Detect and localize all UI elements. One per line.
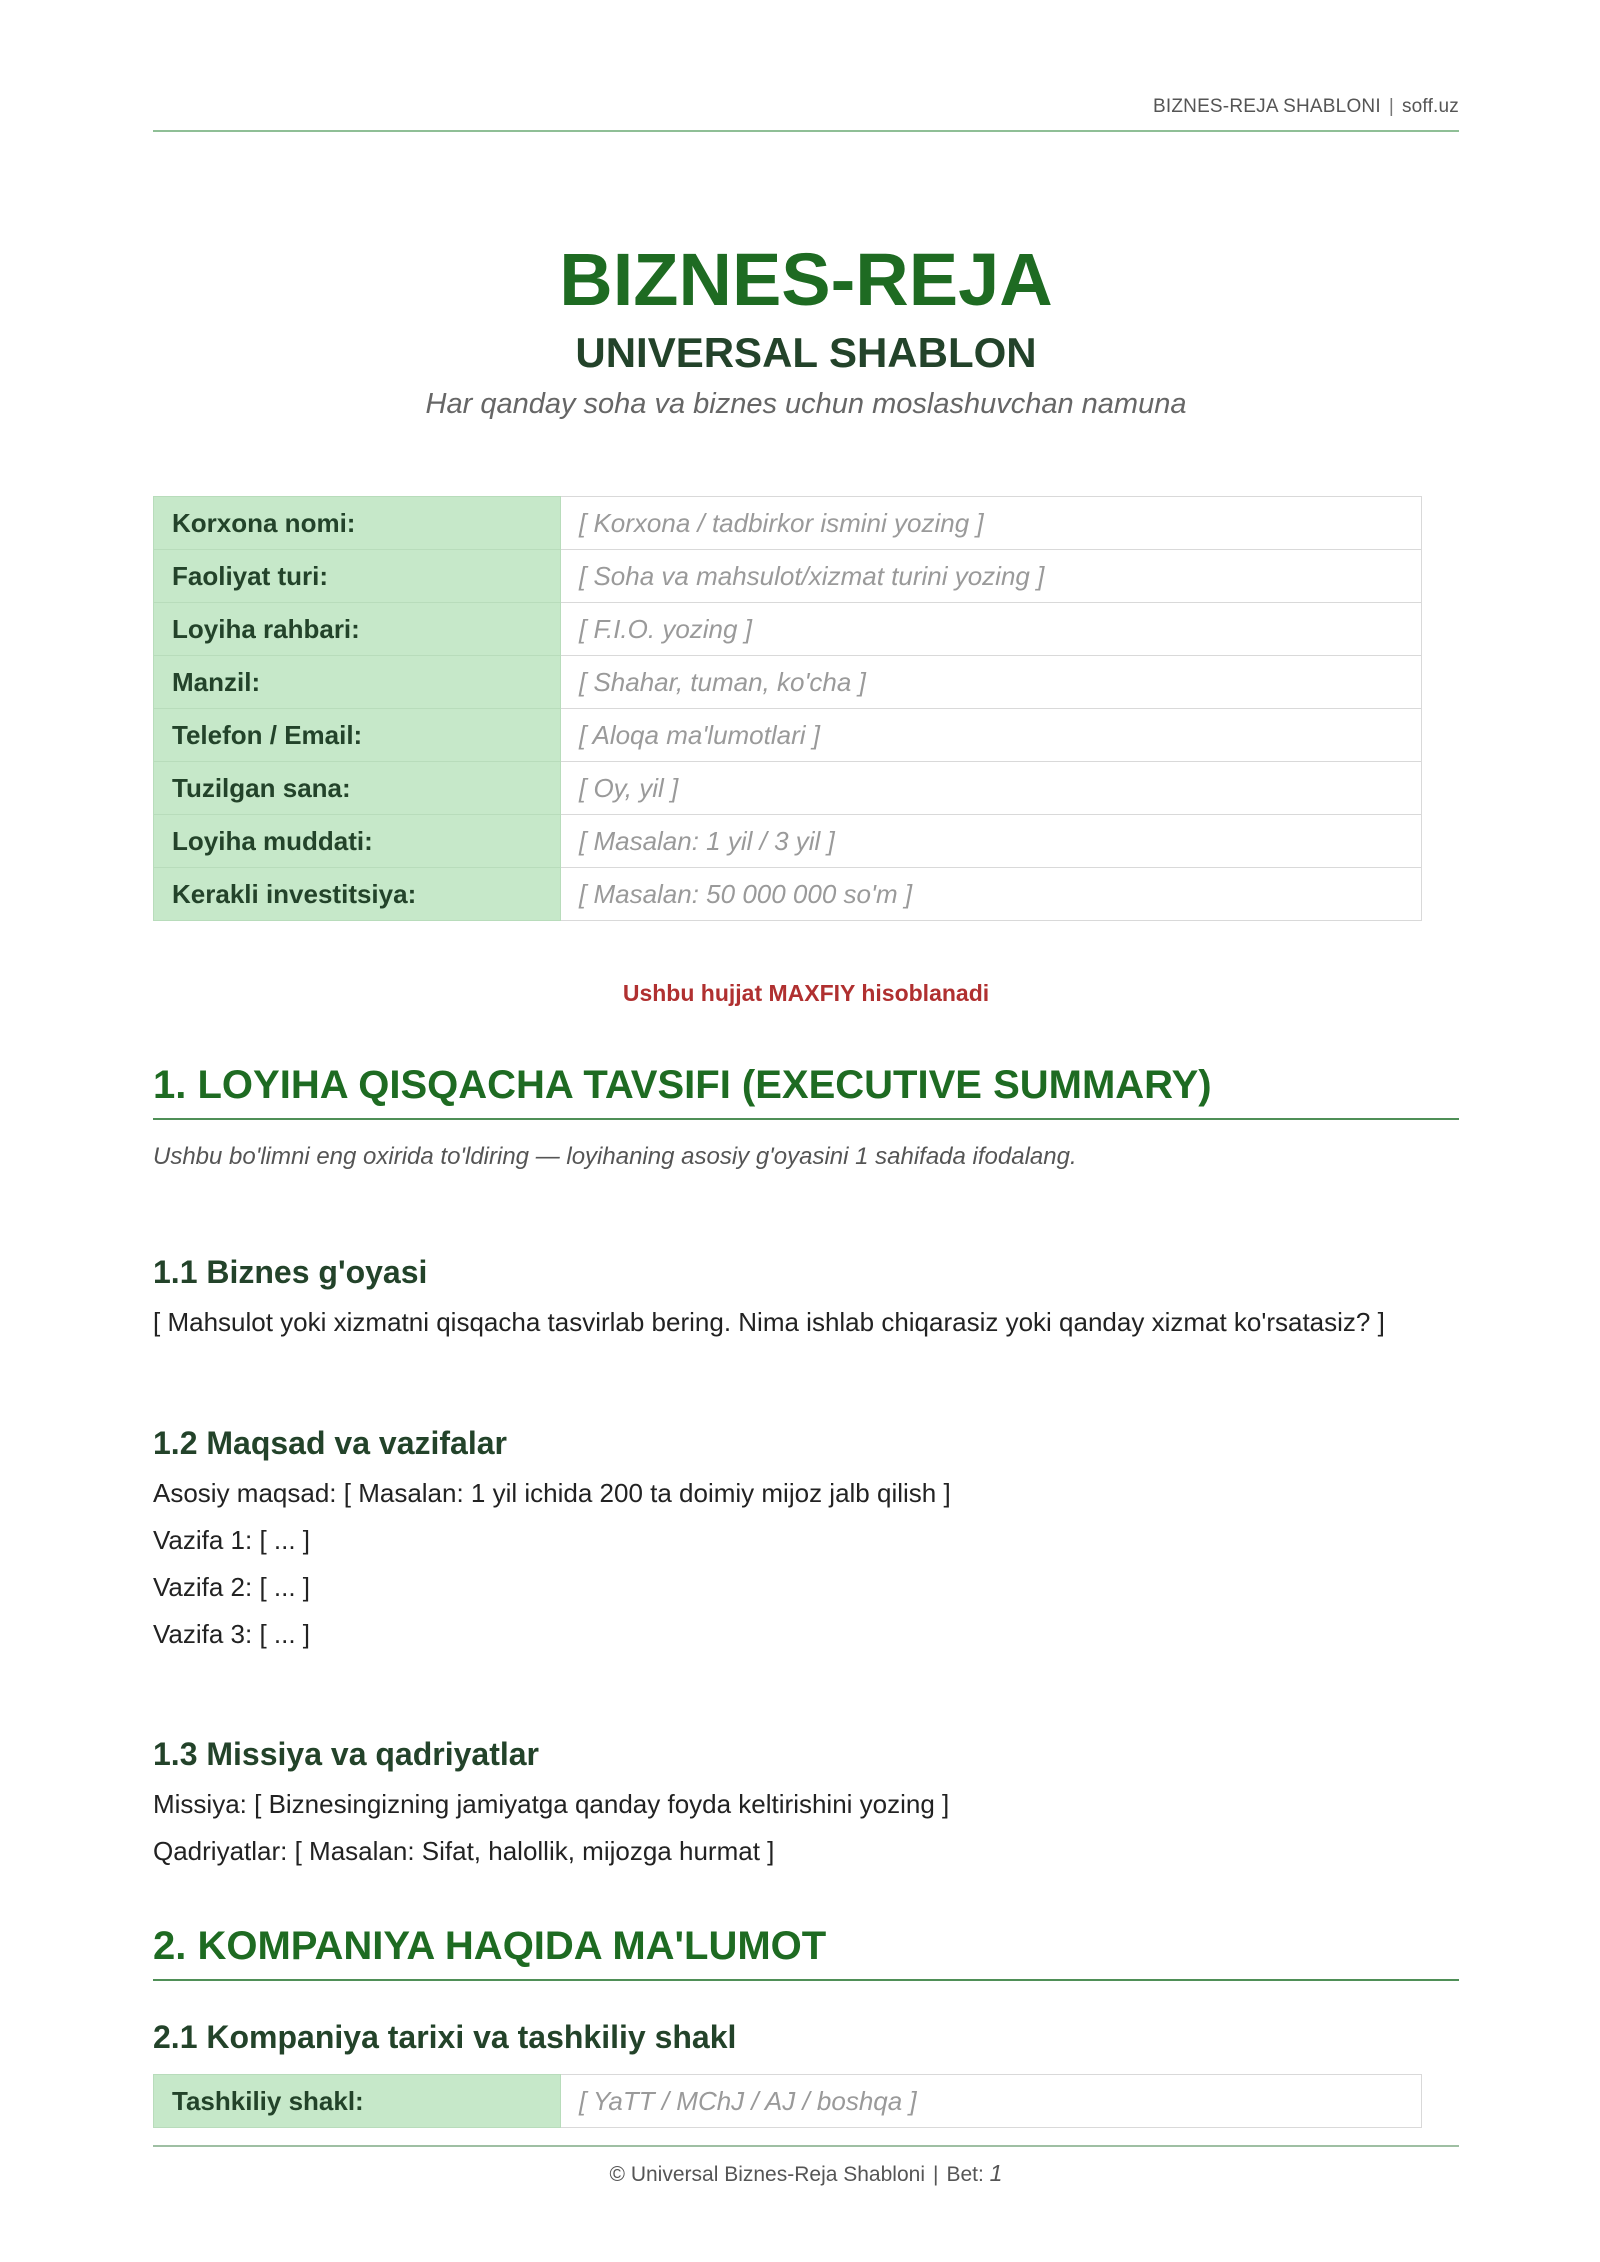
info-label: Manzil: <box>154 656 561 709</box>
footer-text: © Universal Biznes-Reja Shabloni <box>609 2163 925 2186</box>
info-value: [ Masalan: 1 yil / 3 yil ] <box>561 815 1422 868</box>
info-label: Tashkiliy shakl: <box>154 2075 561 2128</box>
subsection-1-3-heading: 1.3 Missiya va qadriyatlar <box>153 1736 539 1772</box>
table-row <box>154 603 1422 656</box>
confidentiality-notice: Ushbu hujjat MAXFIY hisoblanadi <box>622 980 990 1006</box>
subsection-2-1-heading: 2.1 Kompaniya tarixi va tashkiliy shakl <box>153 2019 737 2055</box>
page-footer <box>153 2160 1459 2187</box>
section-2-heading: 2. KOMPANIYA HAQIDA MA'LUMOT <box>153 1924 827 1968</box>
info-label: Telefon / Email: <box>154 709 561 762</box>
info-label: Loyiha rahbari: <box>154 603 561 656</box>
info-label: Loyiha muddati: <box>154 815 561 868</box>
table-row <box>154 2075 1422 2128</box>
header-doc-name: BIZNES-REJA SHABLONI <box>1152 96 1381 117</box>
info-label: Faoliyat turi: <box>154 550 561 603</box>
table-row <box>154 868 1422 921</box>
info-value: [ YaTT / MChJ / AJ / boshqa ] <box>561 2075 1422 2128</box>
section-1-heading: 1. LOYIHA QISQACHA TAVSIFI (EXECUTIVE SUMMARY) <box>153 1063 1212 1107</box>
info-label: Kerakli investitsiya: <box>154 868 561 921</box>
footer-separator: | <box>932 2163 939 2186</box>
info-value: [ Shahar, tuman, ko'cha ] <box>561 656 1422 709</box>
info-value: [ Oy, yil ] <box>561 762 1422 815</box>
info-value: [ Korxona / tadbirkor ismini yozing ] <box>561 497 1422 550</box>
info-value: [ Aloqa ma'lumotlari ] <box>561 709 1422 762</box>
table-row <box>154 709 1422 762</box>
task-line: Vazifa 1: [ ... ] <box>153 1525 311 1555</box>
company-info-table <box>153 496 1422 921</box>
section-1-divider <box>153 1118 1459 1120</box>
section-2-divider <box>153 1979 1459 1981</box>
organization-form-table <box>153 2074 1422 2128</box>
info-value: [ F.I.O. yozing ] <box>561 603 1422 656</box>
footer-page-number: 1 <box>989 2160 1003 2186</box>
info-value: [ Masalan: 50 000 000 so'm ] <box>561 868 1422 921</box>
section-1-note: Ushbu bo'limni eng oxirida to'ldiring — loyihaning asosiy g'oyasini 1 sahifada ifodalang. <box>153 1143 1077 1170</box>
goal-line: Asosiy maqsad: [ Masalan: 1 yil ichida 200 ta doimiy mijoz jalb qilish ] <box>153 1478 951 1508</box>
table-row <box>154 656 1422 709</box>
task-line: Vazifa 2: [ ... ] <box>153 1572 311 1602</box>
document-tagline: Har qanday soha va biznes uchun moslashuvchan namuna <box>425 388 1187 420</box>
table-row <box>154 762 1422 815</box>
mission-line: Missiya: [ Biznesingizning jamiyatga qanday foyda keltirishini yozing ] <box>153 1789 950 1819</box>
values-line: Qadriyatlar: [ Masalan: Sifat, halollik, mijozga hurmat ] <box>153 1836 775 1866</box>
document-subtitle: UNIVERSAL SHABLON <box>575 329 1037 376</box>
header-site: soff.uz <box>1401 96 1459 117</box>
table-row <box>154 550 1422 603</box>
header-divider <box>153 130 1459 132</box>
table-row <box>154 815 1422 868</box>
document-title: BIZNES-REJA <box>559 238 1053 321</box>
subsection-1-1-heading: 1.1 Biznes g'oyasi <box>153 1254 428 1290</box>
footer-divider <box>153 2145 1459 2147</box>
table-row <box>154 497 1422 550</box>
info-value: [ Soha va mahsulot/xizmat turini yozing ] <box>561 550 1422 603</box>
info-label: Korxona nomi: <box>154 497 561 550</box>
subsection-1-2-heading: 1.2 Maqsad va vazifalar <box>153 1425 507 1461</box>
title-block <box>153 236 1459 421</box>
running-header <box>1153 96 1459 118</box>
header-separator: | <box>1388 96 1394 117</box>
footer-page-label: Bet: <box>946 2163 984 2186</box>
info-label: Tuzilgan sana: <box>154 762 561 815</box>
subsection-1-1-text: [ Mahsulot yoki xizmatni qisqacha tasvirlab bering. Nima ishlab chiqarasiz yoki qanday xizmat ko'rsatasiz? ] <box>153 1307 1385 1337</box>
task-line: Vazifa 3: [ ... ] <box>153 1619 311 1649</box>
